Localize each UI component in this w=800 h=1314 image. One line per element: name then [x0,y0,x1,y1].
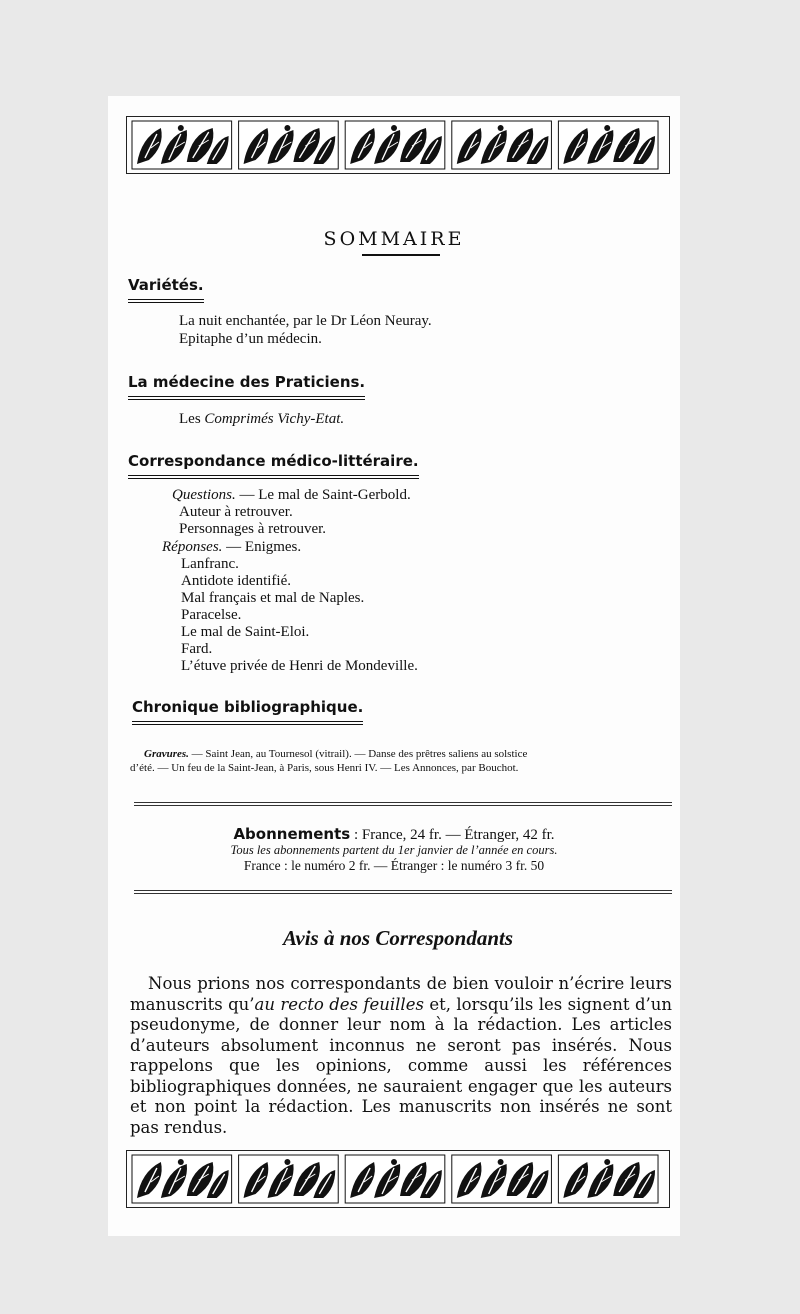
toc-item: Lanfranc. [181,556,239,572]
leaf-ornament-icon [131,120,665,170]
section-heading-correspondance: Correspondance médico-littéraire. [128,452,419,479]
abonnements-note: Tous les abonnements partent du 1er janvier de l’année en cours. [230,843,558,857]
gravures-line-2: d’été. — Un feu de la Saint-Jean, à Paris, sous Henri IV. — Les Annonces, par Bouchot. [130,762,519,774]
abonnements-label: Abonnements [233,825,351,843]
gravures-text: — Saint Jean, au Tournesol (vitrail). — Danse des prêtres saliens au solstice [191,748,528,760]
toc-item: Fard. [181,641,213,657]
section-heading-chronique: Chronique bibliographique. [132,698,363,725]
toc-item-italic: Comprimés Vichy-Etat. [204,411,345,427]
questions-first: — Le mal de Saint-Gerbold. [239,487,411,503]
numero-price: France : le numéro 2 fr. — Étranger : le numéro 3 fr. 50 [243,858,545,873]
reponses-label: Réponses. [162,539,223,555]
divider [134,802,672,806]
leaf-frieze-bottom [126,1150,670,1208]
toc-item: Antidote identifié. [181,573,291,589]
toc-item: Personnages à retrouver. [179,521,327,537]
leaf-frieze-top [126,116,670,174]
page-title: SOMMAIRE [323,228,465,250]
divider [134,890,672,894]
toc-item: La nuit enchantée, par le Dr Léon Neuray. [179,313,432,329]
avis-text-start: Nous prions nos correspondants de bien vouloir n’écrire leurs manuscrits qu’ [130,974,672,1014]
toc-item: Auteur à retrouver. [179,504,293,520]
toc-item: Paracelse. [181,607,242,623]
questions-label: Questions. [172,487,236,503]
toc-item: Le mal de Saint-Eloi. [181,624,310,640]
avis-text-end: et, lorsqu’ils les signent d’un pseudonyme, de donner leur nom à la rédaction. Les articles d’auteurs absolument inconnus ne seront pas insérés. Nous rappelons que les opinions, comme aussi les références bibliographiques données, ne sauraient engager que les auteurs et non point la rédaction. Les manuscrits non insérés ne sont pas rendus. [130,994,672,1137]
avis-text-italic: au recto des feuilles [254,994,424,1014]
abonnements-price: : France, 24 fr. — Étranger, 42 fr. [353,827,555,843]
avis-paragraph [130,974,672,1138]
toc-item: Epitaphe d’un médecin. [179,331,322,347]
avis-title: Avis à nos Correspondants [282,926,514,950]
toc-item: Mal français et mal de Naples. [181,590,365,606]
section-heading-varietes: Variétés. [128,276,204,303]
section-heading-medecine: La médecine des Praticiens. [128,373,365,400]
title-underline [362,254,440,256]
toc-item [162,539,301,556]
gravures-line [144,748,527,760]
toc-item [179,411,344,428]
toc-item-prefix: Les [179,411,205,427]
leaf-ornament-icon [131,1154,665,1204]
reponses-first: — Enigmes. [226,539,302,555]
abonnements-line [108,825,680,844]
toc-item [172,487,411,504]
toc-item: L’étuve privée de Henri de Mondeville. [181,658,418,674]
gravures-label: Gravures. [144,748,189,760]
